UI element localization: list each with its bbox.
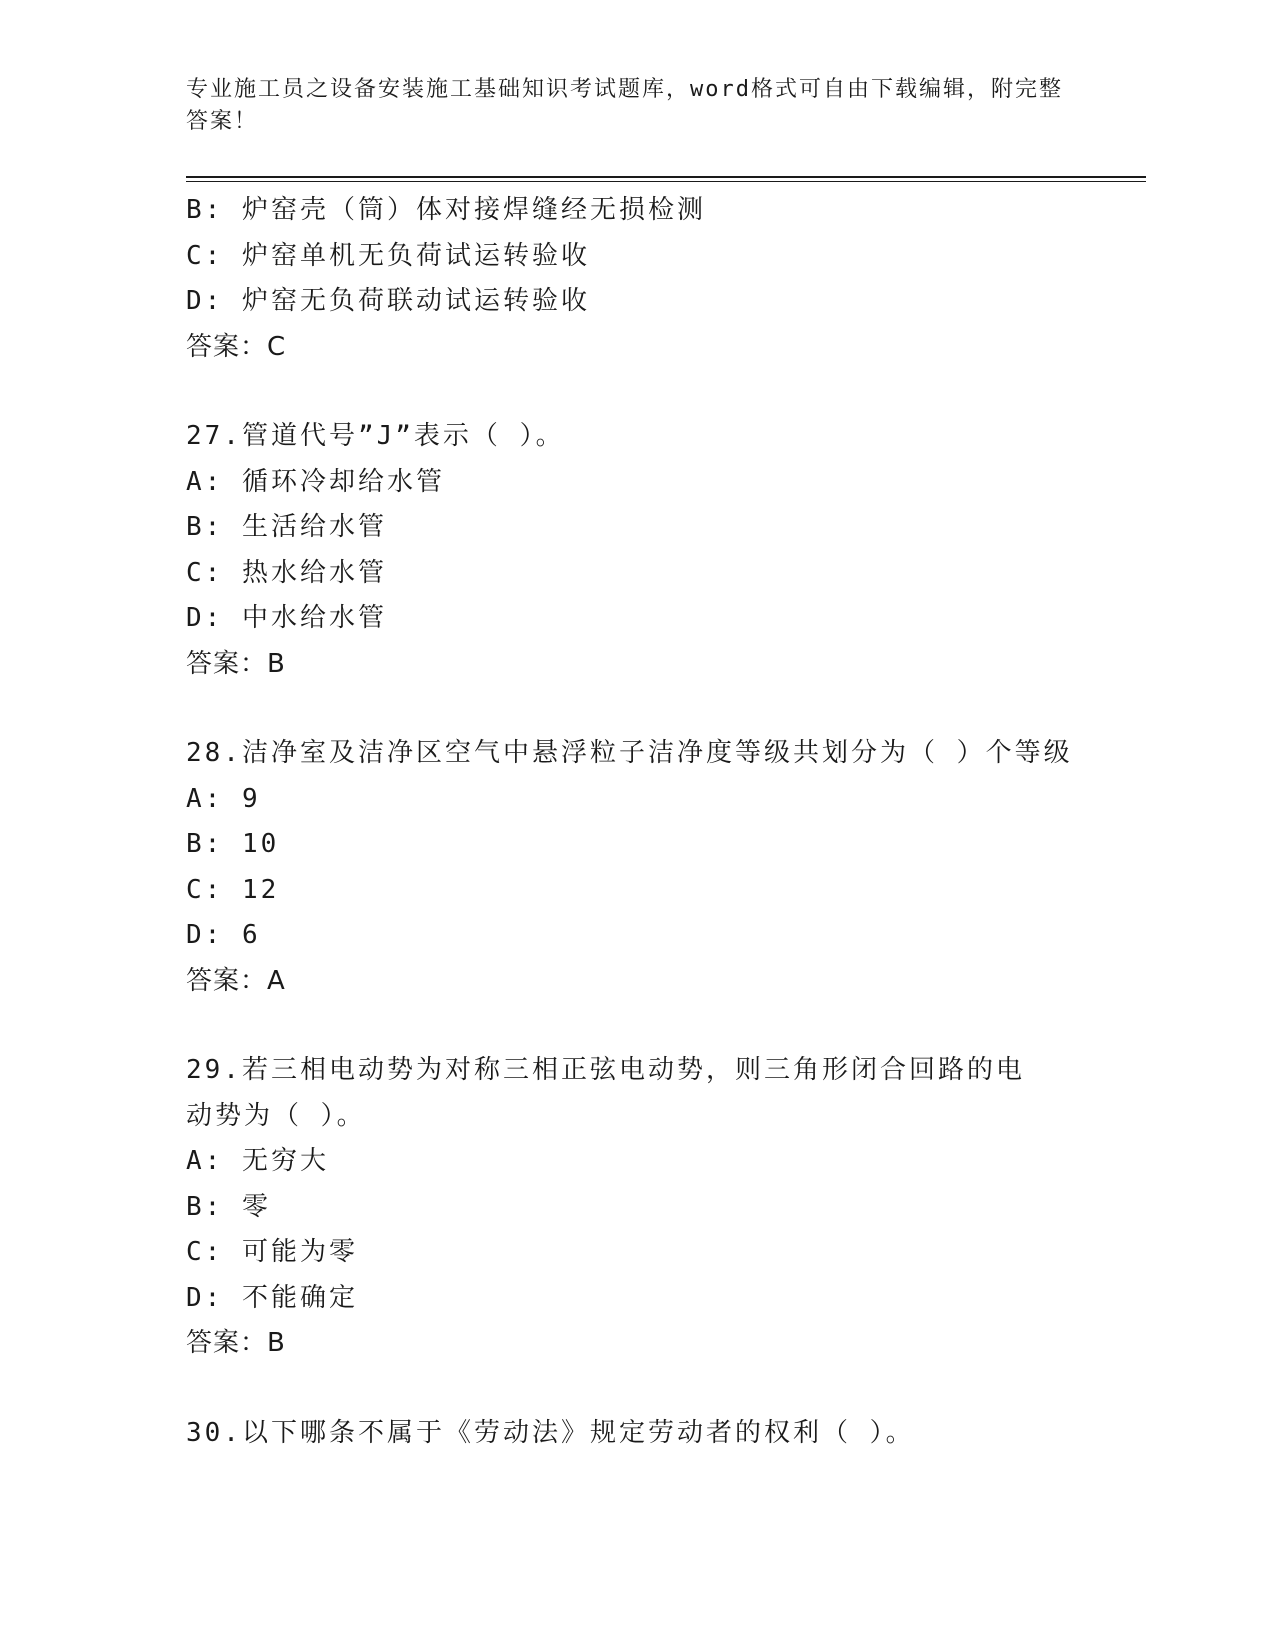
spacer <box>186 370 1086 414</box>
option-c: C: 可能为零 <box>186 1237 358 1267</box>
question-stem: 28.洁净室及洁净区空气中悬浮粒子洁净度等级共划分为（ ）个等级 <box>186 738 1073 768</box>
question-block-continued <box>186 188 1086 370</box>
option-b: B: 零 <box>186 1191 271 1222</box>
question-block <box>186 414 1086 687</box>
option-b: B: 炉窑壳（筒）体对接焊缝经无损检测 <box>186 195 706 225</box>
option-d: D: 中水给水管 <box>186 603 387 633</box>
header-rule-thick <box>186 176 1146 178</box>
answer-line: 答案：C <box>186 331 287 362</box>
spacer <box>186 1004 1086 1048</box>
option-a: A: 循环冷却给水管 <box>186 466 445 497</box>
option-d: D: 6 <box>186 920 261 950</box>
option-d: D: 不能确定 <box>186 1282 358 1313</box>
answer-line: 答案：B <box>186 1328 286 1358</box>
option-a: A: 无穷大 <box>186 1146 329 1176</box>
option-c: C: 炉窑单机无负荷试运转验收 <box>186 240 590 271</box>
answer-line: 答案：B <box>186 648 286 679</box>
option-d: D: 炉窑无负荷联动试运转验收 <box>186 286 590 316</box>
option-c: C: 12 <box>186 874 280 905</box>
header-rule-thin <box>186 181 1146 182</box>
option-b: B: 10 <box>186 829 280 859</box>
question-stem: 27.管道代号”J”表示（ ）。 <box>186 421 565 451</box>
question-stem: 30.以下哪条不属于《劳动法》规定劳动者的权利（ ）。 <box>186 1417 915 1448</box>
question-stem: 29.若三相电动势为对称三相正弦电动势，则三角形闭合回路的电动势为（ ）。 <box>186 1055 1025 1131</box>
question-block <box>186 1411 1086 1457</box>
spacer <box>186 1367 1086 1411</box>
option-a: A: 9 <box>186 783 261 814</box>
spacer <box>186 687 1086 731</box>
question-list <box>186 188 1086 1456</box>
answer-line: 答案：A <box>186 965 286 996</box>
document-header: 专业施工员之设备安装施工基础知识考试题库，word格式可自由下载编辑，附完整答案！ <box>186 77 1063 134</box>
option-b: B: 生活给水管 <box>186 512 387 542</box>
question-block <box>186 1048 1086 1367</box>
question-block <box>186 731 1086 1004</box>
option-c: C: 热水给水管 <box>186 557 387 588</box>
